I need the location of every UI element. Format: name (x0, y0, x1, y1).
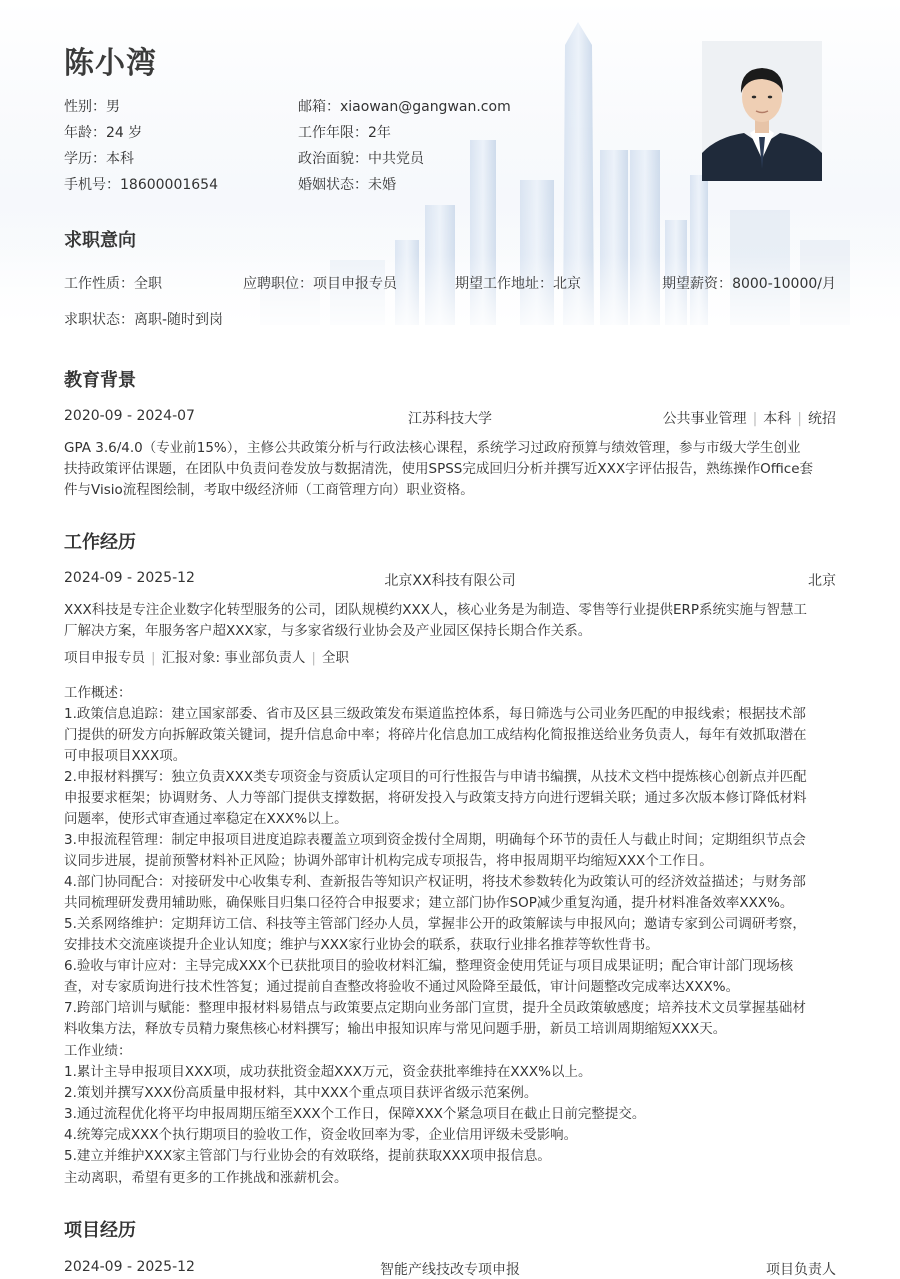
intent-location-value: 北京 (553, 276, 581, 292)
politics-field (298, 148, 424, 168)
overview-line: 4.部门协同配合：对接研发中心收集专利、查新报告等知识产权证明，将技术参数转化为政策认可的经济效益描述；与财务部 (64, 874, 806, 890)
intent-status-label: 求职状态： (64, 312, 134, 328)
education-desc-line: 扶持政策评估课题，在团队中负责问卷发放与数据清洗，使用SPSS完成回归分析并撰写近XXX字评估报告，熟练操作Office套 (64, 461, 813, 477)
overview-line: 安排技术交流座谈提升企业认知度；维护与XXX家行业协会的联系，获取行业排名推荐等软性背书。 (64, 937, 659, 953)
company-intro-line: XXX科技是专注企业数字化转型服务的公司，团队规模约XXX人，核心业务是为制造、零售等行业提供ERP系统实施与智慧工 (64, 602, 808, 618)
overview-line: 共同梳理研发费用辅助账，确保账目归集口径符合申报要求；建立部门协作SOP减少重复沟通，提升材料准备效率XXX%。 (64, 895, 794, 911)
education-level-field (64, 148, 134, 168)
profile-photo (702, 41, 822, 181)
intent-position-value: 项目申报专员 (313, 276, 397, 292)
overview-line: 议同步进展，提前预警材料补正风险；协调外部审计机构完成专项报告，将申报周期平均缩短XXX个工作日。 (64, 853, 713, 869)
education-desc-line: 件与Visio流程图绘制，考取中级经济师（工商管理方向）职业资格。 (64, 482, 474, 498)
overview-line: 料收集方法，释放专员精力聚焦核心材料撰写；输出申报知识库与常见问题手册，新员工培训周期缩短XXX天。 (64, 1021, 727, 1037)
company-intro-line: 厂解决方案，年服务客户超XXX家，与多家省级行业协会及产业园区保持长期合作关系。 (64, 623, 592, 639)
overview-line: 6.验收与审计应对：主导完成XXX个已获批项目的验收材料汇编，整理资金使用凭证与项目成果证明；配合审计部门现场核 (64, 958, 794, 974)
age-value: 24 岁 (106, 125, 143, 141)
leave-reason: 主动离职，希望有更多的工作挑战和涨薪机会。 (64, 1170, 348, 1186)
education-type: 统招 (808, 411, 836, 427)
education-level-value: 本科 (106, 151, 134, 167)
achievements-title: 工作业绩： (64, 1043, 132, 1059)
overview-line: 7.跨部门培训与赋能：整理申报材料易错点与政策要点定期向业务部门宣贯，提升全员政策敏感度；培养技术文员掌握基础材 (64, 1000, 806, 1016)
project-name: 智能产线技改专项申报 (380, 1262, 520, 1278)
overview-line: 2.申报材料撰写：独立负责XXX类专项资金与资质认定项目的可行性报告与申请书编撰，从技术文档中提炼核心创新点并匹配 (64, 769, 807, 785)
education-date: 2020-09 - 2024-07 (64, 408, 195, 424)
intent-nature (64, 273, 162, 293)
achievement-line: 5.建立并维护XXX家主管部门与行业协会的有效联络，提前获取XXX项申报信息。 (64, 1148, 551, 1164)
work-role: 项目申报专员 (64, 650, 145, 666)
intent-position (243, 273, 397, 293)
section-title-project: 项目经历 (64, 1220, 136, 1241)
email-field (298, 96, 511, 116)
separator: | (311, 650, 316, 666)
overview-line: 问题率，使形式审查通过率稳定在XXX%以上。 (64, 811, 348, 827)
intent-status-value: 离职-随时到岗 (134, 312, 224, 328)
intent-salary-label: 期望薪资： (662, 276, 733, 292)
education-school: 江苏科技大学 (408, 411, 492, 427)
phone-label: 手机号： (64, 177, 120, 193)
section-title-education: 教育背景 (64, 370, 136, 391)
gender-value: 男 (106, 99, 120, 115)
education-desc-line: GPA 3.6/4.0（专业前15%），主修公共政策分析与行政法核心课程，系统学习过政府预算与绩效管理，参与市级大学生创业 (64, 440, 801, 456)
work-header-row (64, 570, 836, 590)
years-label: 工作年限： (298, 125, 368, 141)
phone-value: 18600001654 (120, 177, 218, 193)
work-report: 汇报对象: 事业部负责人 (161, 650, 306, 666)
person-avatar-icon (702, 41, 822, 181)
intent-position-label: 应聘职位： (243, 276, 313, 292)
phone-field (64, 174, 218, 194)
age-field (64, 122, 142, 142)
overview-line: 门提供的研发方向拆解政策关键词，提升信息命中率；将碎片化信息加工成结构化简报推送给业务负责人，每年有效抓取潜在 (64, 727, 807, 743)
education-description (64, 438, 836, 501)
email-value: xiaowan@gangwan.com (340, 99, 511, 115)
overview-line: 查，对专家质询进行技术性答复；通过提前自查整改将验收不通过风险降至最低，审计问题整改完成率达XXX%。 (64, 979, 740, 995)
separator: | (151, 650, 156, 666)
intent-location-label: 期望工作地址： (455, 276, 553, 292)
overview-line: 申报要求框架；协调财务、人力等部门提供支撑数据，将研发投入与政策支持方向进行逻辑关联；通过多次版本修订降低材料 (64, 790, 807, 806)
project-role: 项目负责人 (766, 1262, 836, 1278)
candidate-name: 陈小湾 (64, 46, 157, 81)
overview-title: 工作概述： (64, 685, 132, 701)
intent-status (64, 309, 223, 329)
separator: | (752, 411, 758, 427)
gender-label: 性别： (64, 99, 106, 115)
achievement-line: 2.策划并撰写XXX份高质量申报材料，其中XXX个重点项目获评省级示范案例。 (64, 1085, 538, 1101)
gender-field (64, 96, 120, 116)
work-date: 2024-09 - 2025-12 (64, 570, 195, 586)
intent-nature-value: 全职 (134, 276, 162, 292)
work-achievements (64, 1041, 836, 1167)
education-major-group (663, 408, 836, 428)
email-label: 邮箱： (298, 99, 340, 115)
work-company: 北京XX科技有限公司 (384, 573, 516, 589)
work-overview (64, 683, 836, 1040)
intent-salary (662, 273, 836, 293)
project-header-row (64, 1259, 836, 1279)
intent-location (455, 273, 581, 293)
marital-label: 婚姻状态： (298, 177, 368, 193)
separator: | (797, 411, 802, 427)
years-value: 2年 (368, 125, 391, 141)
section-title-intent: 求职意向 (64, 230, 136, 251)
politics-value: 中共党员 (368, 151, 424, 167)
politics-label: 政治面貌： (298, 151, 368, 167)
years-field (298, 122, 391, 142)
marital-field (298, 174, 396, 194)
achievement-line: 1.累计主导申报项目XXX项，成功获批资金超XXX万元，资金获批率维持在XXX%以上。 (64, 1064, 592, 1080)
overview-line: 可申报项目XXX项。 (64, 748, 187, 764)
company-intro (64, 600, 836, 642)
education-degree: 本科 (763, 411, 792, 427)
overview-line: 5.关系网络维护：定期拜访工信、科技等主管部门经办人员，掌握非公开的政策解读与申报风向；邀请专家到公司调研考察， (64, 916, 806, 932)
education-major: 公共事业管理 (662, 411, 747, 427)
education-level-label: 学历： (64, 151, 106, 167)
work-jobtype: 全职 (321, 650, 349, 666)
work-city: 北京 (808, 573, 836, 589)
overview-line: 1.政策信息追踪：建立国家部委、省市及区县三级政策发布渠道监控体系，每日筛选与公司业务匹配的申报线索；根据技术部 (64, 706, 806, 722)
intent-salary-value: 8000-10000/月 (732, 276, 836, 292)
section-title-work: 工作经历 (64, 532, 136, 553)
marital-value: 未婚 (368, 177, 396, 193)
education-header-row (64, 408, 836, 428)
intent-nature-label: 工作性质： (64, 276, 134, 292)
work-role-row (64, 648, 836, 669)
achievement-line: 4.统筹完成XXX个执行期项目的验收工作，资金收回率为零，企业信用评级未受影响。 (64, 1127, 578, 1143)
project-date: 2024-09 - 2025-12 (64, 1259, 195, 1275)
achievement-line: 3.通过流程优化将平均申报周期压缩至XXX个工作日，保障XXX个紧急项目在截止日前完整提交。 (64, 1106, 646, 1122)
overview-line: 3.申报流程管理：制定申报项目进度追踪表覆盖立项到资金拨付全周期，明确每个环节的责任人与截止时间；定期组织节点会 (64, 832, 806, 848)
age-label: 年龄： (64, 125, 106, 141)
